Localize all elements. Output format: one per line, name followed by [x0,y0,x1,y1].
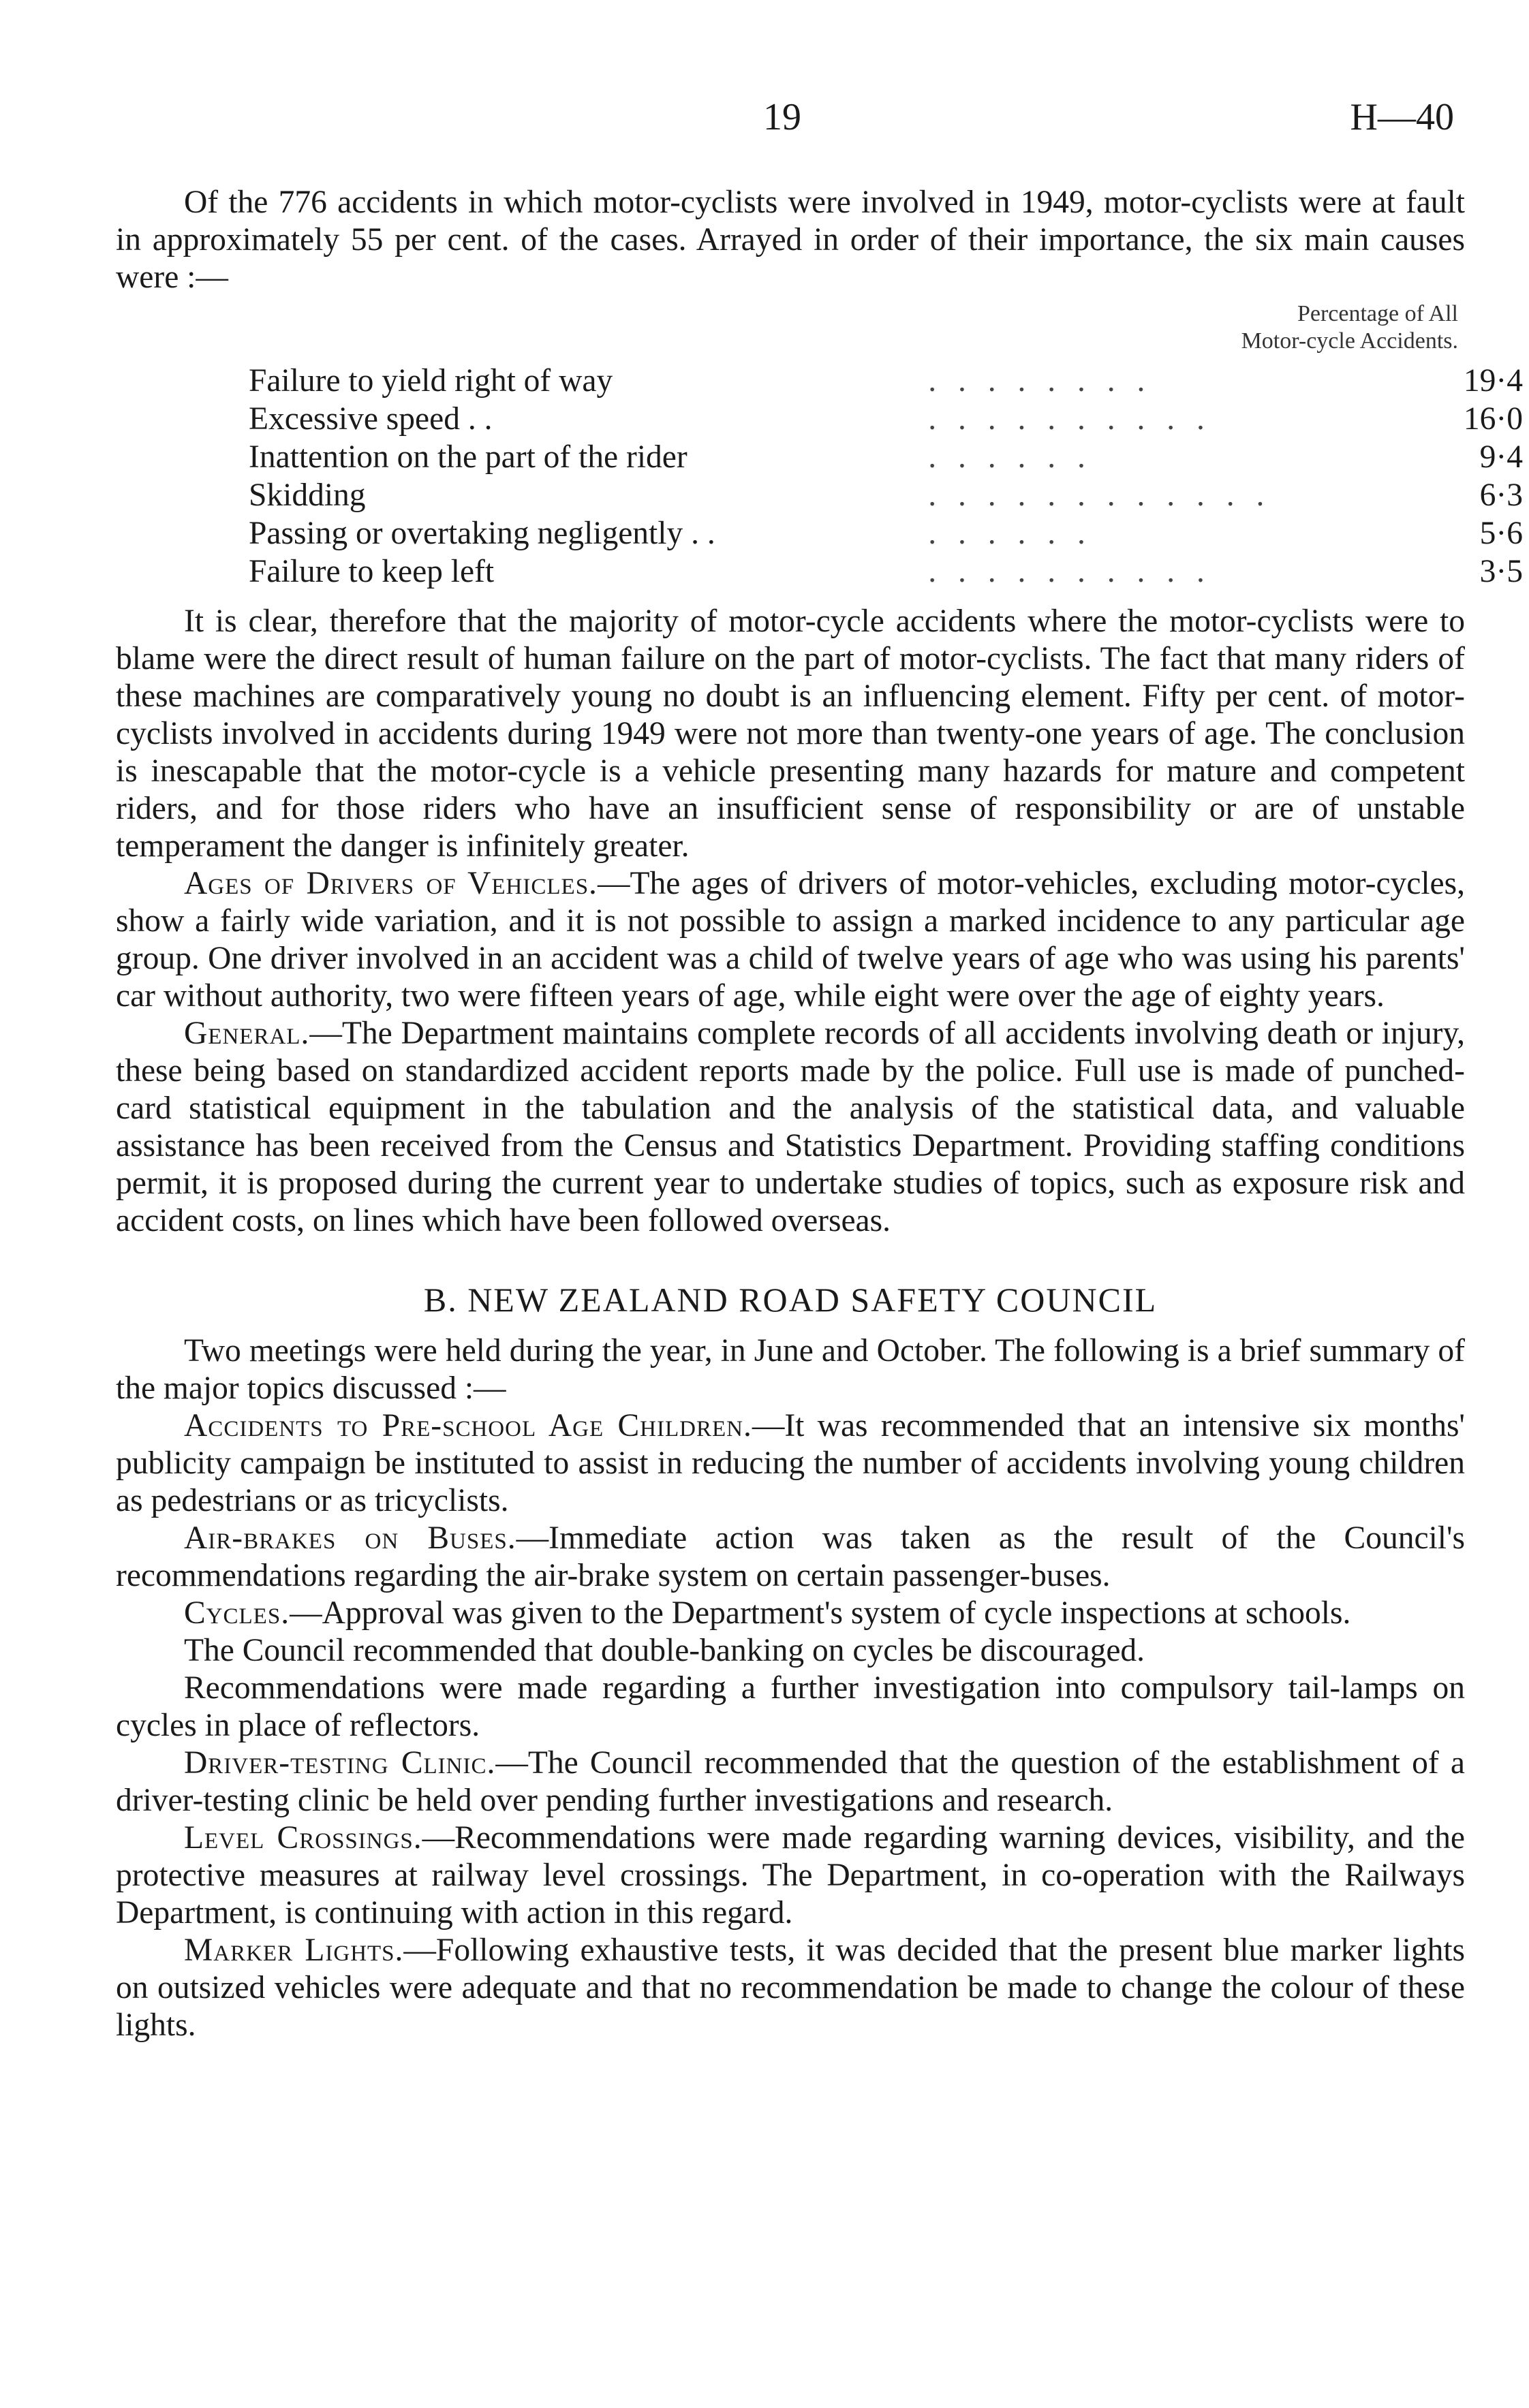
table-row [249,552,1529,591]
airbrakes-text: —Immediate action was taken as the result of the Council's recommendations regarding the air-brake system on certain passenger-buses. [116,1520,1466,1593]
double-banking-paragraph: The Council recommended that double-banking on cycles be discouraged. [184,1633,1145,1668]
dot-leader: . . . . . . . . . . [928,554,1211,589]
percentage-column-header [116,300,1458,355]
cause-label: Passing or overtaking negligently . . [249,516,715,551]
page-number: 19 [763,96,801,138]
tail-lamps-paragraph: Recommendations were made regarding a further investigation into compulsory tail-lamps on cycles in place of reflectors. [116,1670,1465,1743]
accidents-heading: Accidents to Pre-school Age Children. [184,1408,752,1443]
driver-testing-heading: Driver-testing Clinic. [184,1745,496,1781]
table-row [249,514,1529,552]
causes-table [249,362,1529,591]
level-crossings-text: —Recommendations were made regarding warning devices, visibility, and the protective measures at railway level crossings. The Department, in co-operation with the Railways Department, is continuing with action in this regard. [116,1820,1465,1930]
cycles-text: —Approval was given to the Department's system of cycle inspections at schools. [290,1595,1351,1631]
general-text: —The Department maintains complete records of all accidents involving death or injury, these being based on standardized accident reports made by the police. Full use is made of punched-card statistical equipment in the tabulation and the analysis of the statistical data, and valuable assistance has been received from the Census and Statistics Department. Providing staffing conditions permit, it is proposed during the current year to undertake studies of topics, such as exposure risk and accident costs, on lines which have been followed overseas. [116,1016,1465,1238]
cause-label: Inattention on the part of the rider [249,439,688,475]
cause-label: Failure to yield right of way [249,363,613,398]
section-b-intro: Two meetings were held during the year, in June and October. The following is a brief summary of the major topics discussed :— [116,1333,1465,1406]
main-column [116,184,1523,2044]
cycles-heading: Cycles. [184,1595,290,1631]
marker-lights-heading: Marker Lights. [184,1933,404,1968]
table-row [249,476,1529,514]
marker-lights-text: —Following exhaustive tests, it was decided that the present blue marker lights on outsized vehicles were adequate and that no recommendation be made to change the colour of these lights. [116,1933,1465,2043]
driver-testing-paragraph [116,1745,1465,1819]
ages-text: —The ages of drivers of motor-vehicles, excluding motor-cycles, show a fairly wide variation, and it is not possible to assign a marked incidence to any particular age group. One driver involved in an accident was a child of twelve years of age who was using his parents' car without authority, two were fifteen years of age, while eight were over the age of eighty years. [116,866,1465,1014]
level-crossings-paragraph [116,1819,1465,1932]
cause-percentage: 6·3 [1479,478,1523,513]
conclusion-paragraph: It is clear, therefore that the majority of motor-cycle accidents where the motor-cyclists were to blame were the direct result of human failure on the part of motor-cyclists. The fact that many riders of these machines are comparatively young no doubt is an influencing element. Fifty per cent. of motor-cyclists involved in accidents during 1949 were not more than twenty-one years of age. The conclusion is inescapable that the motor-cycle is a vehicle presenting many hazards for mature and competent riders, and for those riders who have an insufficient sense of responsibility or are of unstable temperament the danger is infinitely greater. [116,604,1465,864]
ages-heading: Ages of Drivers of Vehicles. [184,866,598,901]
page-header [0,95,1529,150]
intro-paragraph: Of the 776 accidents in which motor-cyclists were involved in 1949, motor-cyclists were at fault in approximately 55 per cent. of the cases. Arrayed in order of their importance, the six main causes were :— [116,185,1465,295]
level-crossings-heading: Level Crossings. [184,1820,422,1856]
document-reference: H—40 [1350,96,1454,138]
marker-lights-paragraph [116,1932,1465,2044]
accidents-paragraph [116,1407,1465,1520]
cause-label: Failure to keep left [249,554,495,589]
percentage-header-line-2: Motor-cycle Accidents. [1241,328,1458,354]
driver-testing-text: —The Council recommended that the question of the establishment of a driver-testing clinic be held over pending further investigations and research. [116,1745,1465,1818]
table-row [249,438,1529,476]
airbrakes-paragraph [116,1520,1465,1595]
general-paragraph [116,1015,1465,1240]
dot-leader: . . . . . . [928,439,1092,475]
accidents-text: —It was recommended that an intensive six months' publicity campaign be instituted to assist in reducing the number of accidents involving young children as pedestrians or as tricyclists. [116,1408,1465,1518]
cause-percentage: 5·6 [1479,516,1523,551]
cause-percentage: 16·0 [1463,401,1523,437]
dot-leader: . . . . . . . . . . . . [928,478,1271,513]
general-heading: General. [184,1016,310,1051]
section-b-title: B. NEW ZEALAND ROAD SAFETY COUNCIL [423,1281,1158,1319]
dot-leader: . . . . . . . . . . [928,401,1211,437]
dot-leader: . . . . . . [928,516,1092,551]
table-row [249,400,1529,438]
cycles-paragraph [116,1595,1465,1632]
cause-percentage: 9·4 [1479,439,1523,475]
percentage-header-line-1: Percentage of All [1297,301,1458,326]
cause-percentage: 3·5 [1479,554,1523,589]
airbrakes-heading: Air-brakes on Buses. [184,1520,516,1556]
cause-label: Excessive speed . . [249,401,493,437]
cause-percentage: 19·4 [1463,363,1523,398]
dot-leader: . . . . . . . . [928,363,1152,398]
ages-paragraph [116,865,1465,1015]
cause-label: Skidding [249,478,366,513]
table-row [249,362,1529,400]
